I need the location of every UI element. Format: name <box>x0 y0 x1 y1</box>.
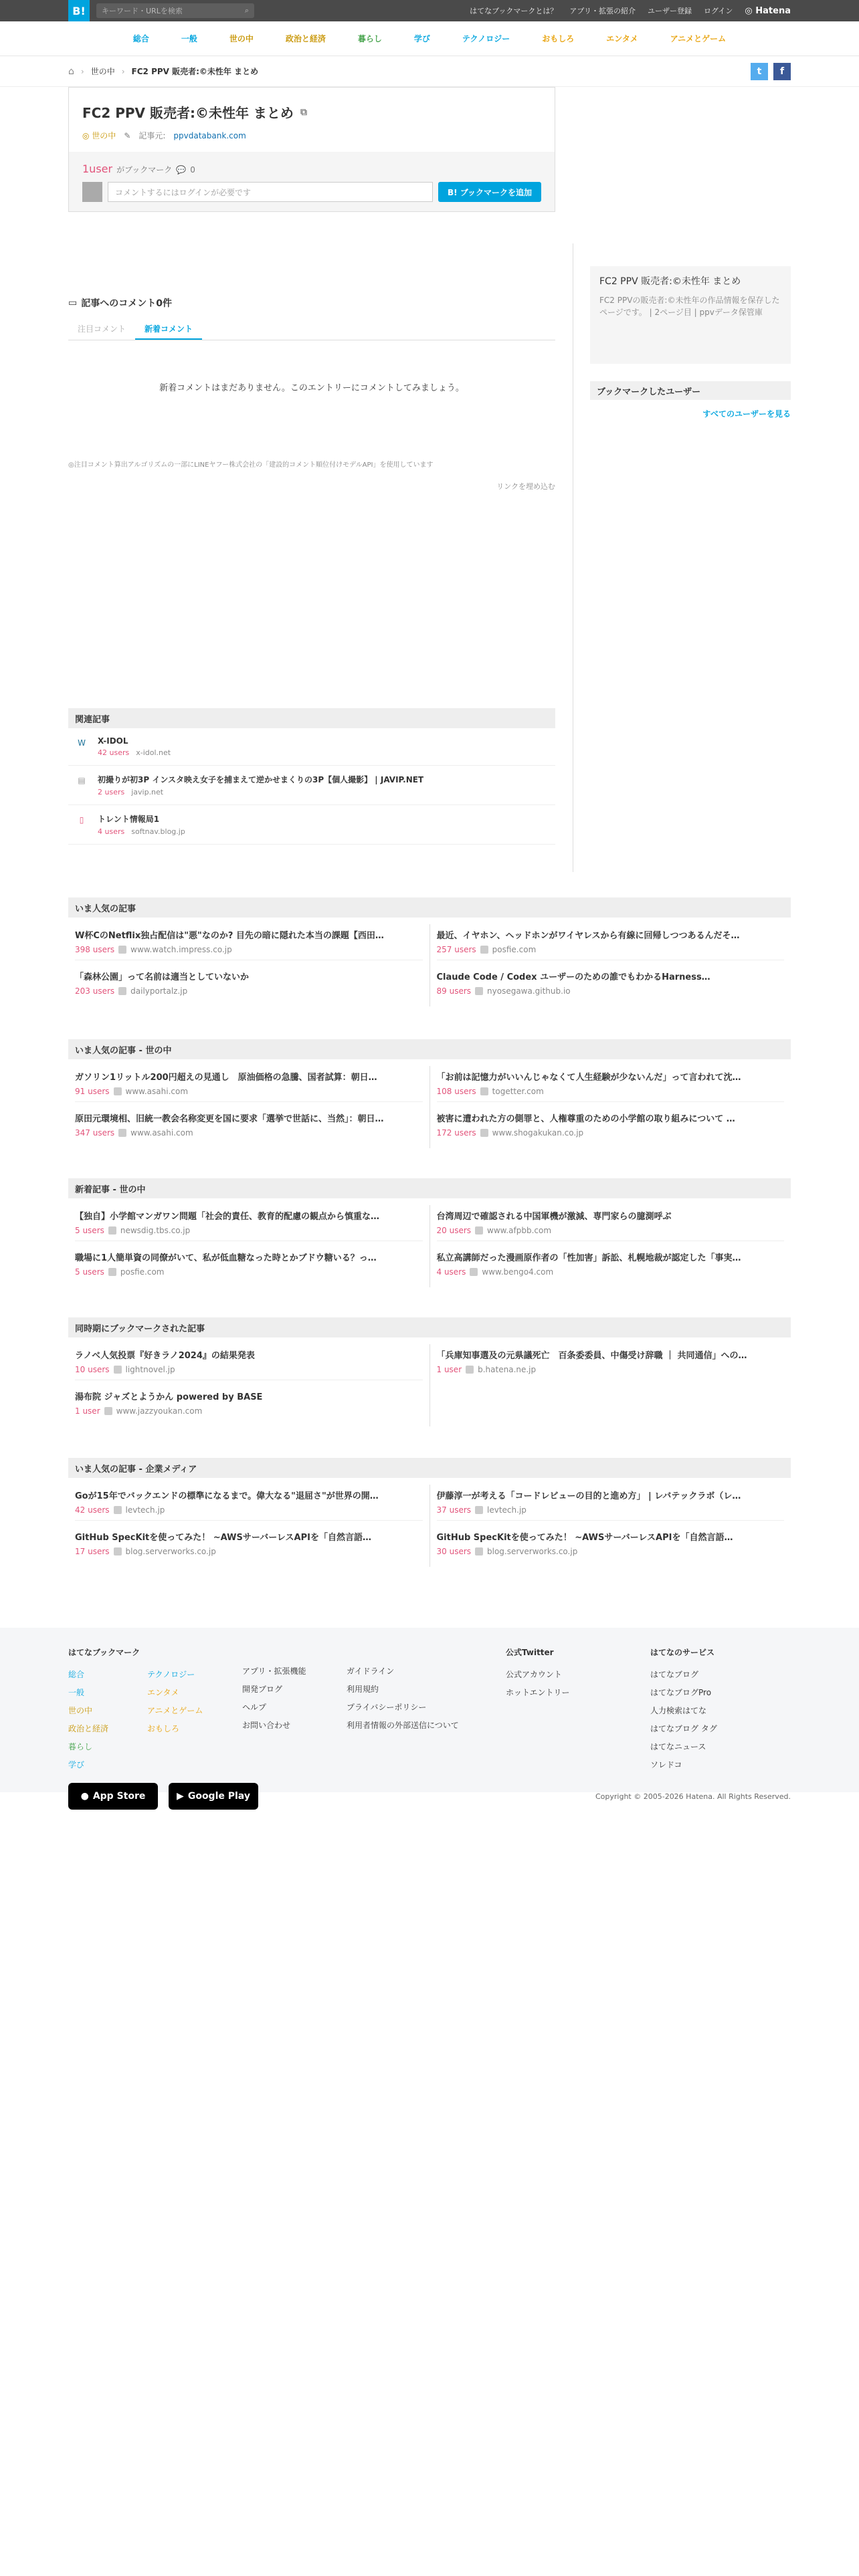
article-title[interactable]: ガソリン1リットル200円超えの見通し 原油価格の急騰、国者試算：朝日… <box>75 1073 377 1083</box>
entry-meta <box>82 130 541 141</box>
favicon-icon <box>104 1407 112 1415</box>
category-tab[interactable]: 暮らし <box>357 34 382 43</box>
article-item[interactable] <box>437 966 785 1001</box>
favicon-icon <box>114 1506 122 1514</box>
footer-link[interactable]: 総合 <box>68 1670 85 1679</box>
favicon-icon <box>114 1087 122 1095</box>
favicon-icon <box>475 1547 483 1555</box>
footer-link[interactable]: 学び <box>68 1760 85 1769</box>
article-title[interactable]: GitHub SpecKitを使ってみた！ ~AWSサーバーレスAPIを「自然言語… <box>75 1533 371 1543</box>
article-domain[interactable]: levtech.jp <box>125 1505 165 1515</box>
footer-link[interactable]: ホットエントリー <box>506 1688 570 1697</box>
category-tab[interactable]: 総合 <box>132 34 149 43</box>
article-domain[interactable]: dailyportalz.jp <box>130 986 188 996</box>
footer-link[interactable]: はてなブログ タグ <box>650 1724 717 1733</box>
article-section <box>68 1458 791 1567</box>
article-users[interactable]: 172 users <box>436 1128 476 1138</box>
google-play-badge[interactable] <box>169 1783 258 1810</box>
avatar <box>82 182 102 202</box>
section-column <box>68 1205 430 1287</box>
comment-icon: ▭ <box>68 298 78 308</box>
favicon-icon <box>118 987 126 995</box>
article-users[interactable]: 5 users <box>75 1267 104 1277</box>
category-tab[interactable]: アニメとゲーム <box>670 34 727 43</box>
footer-link[interactable]: 暮らし <box>68 1742 93 1751</box>
section-column <box>68 1344 430 1426</box>
article-users[interactable]: 398 users <box>75 945 115 954</box>
article-domain[interactable]: www.afpbb.com <box>487 1226 552 1235</box>
article-users[interactable]: 257 users <box>436 945 476 954</box>
related-item[interactable] <box>68 766 555 805</box>
article-item[interactable] <box>75 1247 423 1282</box>
category-tab[interactable]: エンタメ <box>606 34 638 43</box>
related-users[interactable]: 2 users <box>98 788 125 796</box>
article-title[interactable]: 被害に遭われた方の側罪と、人権尊重のための小学館の取り組みについて … <box>436 1114 735 1124</box>
article-section <box>68 1178 791 1287</box>
sidebar-entry-box <box>590 266 791 364</box>
sidebar-entry-title: FC2 PPV 販売者:©未性年 まとめ <box>599 276 741 287</box>
article-title[interactable]: Goが15年でバックエンドの標準になるまで。偉大なる"退屈さ"が世界の開… <box>75 1491 379 1501</box>
section-column <box>68 1485 430 1567</box>
article-users[interactable]: 30 users <box>436 1547 472 1556</box>
article-item[interactable] <box>75 1485 423 1521</box>
article-domain[interactable]: b.hatena.ne.jp <box>478 1365 537 1374</box>
article-domain[interactable]: www.jazzyoukan.com <box>116 1406 203 1416</box>
related-domain[interactable]: javip.net <box>131 788 164 796</box>
tab-popular-comments[interactable]: 注目コメント <box>78 324 126 334</box>
footer-link[interactable]: 政治と経済 <box>68 1724 109 1733</box>
footer-link[interactable]: はてなブログPro <box>650 1688 712 1697</box>
article-title[interactable]: W杯CのNetflix独占配信は"悪"なのか? 目先の暗に隠れた本当の課題【西田… <box>75 931 384 941</box>
footer-link[interactable]: 開発ブログ <box>242 1685 283 1694</box>
footer-link[interactable]: 世の中 <box>68 1706 93 1715</box>
breadcrumb-title: FC2 PPV 販売者:©未性年 まとめ <box>131 67 259 76</box>
favicon-icon <box>475 1226 483 1235</box>
chevron-right-icon: › <box>121 66 125 76</box>
footer-col-apps <box>242 1646 347 1777</box>
footer-link[interactable]: ガイドライン <box>347 1667 395 1676</box>
chevron-right-icon: › <box>80 66 84 76</box>
footer-link[interactable]: はてなブログ <box>650 1670 699 1679</box>
article-domain[interactable]: www.asahi.com <box>125 1087 189 1096</box>
related-item[interactable] <box>68 805 555 845</box>
bookmark-users-heading: ブックマークしたユーザー <box>590 381 791 400</box>
search-icon[interactable]: ⌕ <box>244 6 249 15</box>
comment-tabs <box>68 319 555 340</box>
article-title[interactable]: ラノベ人気投票『好きラノ2024』の結果発表 <box>75 1351 255 1361</box>
article-domain[interactable]: levtech.jp <box>487 1505 527 1515</box>
article-domain[interactable]: posfie.com <box>492 945 537 954</box>
article-item[interactable] <box>437 1205 785 1241</box>
comments-heading-text: 記事へのコメント0件 <box>81 298 172 309</box>
article-users[interactable]: 17 users <box>75 1547 110 1556</box>
related-section <box>68 708 555 845</box>
article-users[interactable]: 4 users <box>436 1267 466 1277</box>
article-item[interactable] <box>437 1107 785 1143</box>
embed-link[interactable]: リンクを埋め込む <box>496 482 555 491</box>
favicon-icon <box>114 1547 122 1555</box>
signup-link[interactable]: ユーザー登録 <box>647 7 692 15</box>
edit-icon[interactable]: ✎ <box>124 130 131 140</box>
favicon-icon <box>475 1506 483 1514</box>
all-users-link[interactable]: すべてのユーザーを見る <box>702 409 791 419</box>
article-title[interactable]: 「お前は記憶力がいいんじゃなくて人生経験が少ないんだ」って言われて沈… <box>436 1073 741 1083</box>
bookmark-area <box>69 152 555 211</box>
related-domain[interactable]: x-idol.net <box>136 748 171 757</box>
entry-category-text[interactable]: 世の中 <box>92 131 116 140</box>
related-heading: 関連記事 <box>68 708 555 728</box>
footer-link[interactable]: アプリ・拡張機能 <box>242 1667 306 1676</box>
footer-link[interactable]: ソレドコ <box>650 1760 682 1769</box>
section-heading: 同時期にブックマークされた記事 <box>68 1317 791 1337</box>
footer-heading: はてなブックマーク <box>68 1648 140 1657</box>
footer-link[interactable]: おもしろ <box>147 1724 180 1733</box>
category-tab[interactable]: おもしろ <box>542 34 575 43</box>
play-icon: ▶ <box>177 1791 184 1802</box>
bookmark-label: がブックマーク <box>116 165 173 175</box>
google-play-text: Google Play <box>187 1791 250 1802</box>
article-domain[interactable]: www.watch.impress.co.jp <box>130 945 232 954</box>
entry-title[interactable] <box>82 102 541 122</box>
article-item[interactable] <box>75 1344 423 1380</box>
entry-source-link[interactable]: ppvdatabank.com <box>173 130 246 140</box>
footer-heading: 公式Twitter <box>506 1648 554 1657</box>
article-domain[interactable]: blog.serverworks.co.jp <box>125 1547 216 1556</box>
section-column <box>430 1344 791 1426</box>
article-section <box>68 897 791 1006</box>
comment-input[interactable]: コメントするにはログインが必要です <box>108 182 433 202</box>
favicon-icon <box>480 1087 488 1095</box>
comments-note: ◎注目コメント算出アルゴリズムの一部にLINEヤフー株式会社の「建設的コメント順位付けモデルAPI」を使用しています <box>68 461 434 469</box>
favicon-icon <box>470 1268 478 1276</box>
favicon-icon <box>480 946 488 954</box>
article-title[interactable]: 「森林公園」って名前は適当としていないか <box>75 972 250 982</box>
article-title[interactable]: GitHub SpecKitを使ってみた！ ~AWSサーバーレスAPIを「自然言語… <box>436 1533 733 1543</box>
footer-link[interactable]: 利用者情報の外部送信について <box>347 1721 459 1730</box>
footer-link[interactable]: 人力検索はてな <box>650 1706 707 1715</box>
copyright: Copyright © 2005-2026 Hatena. All Rights Reserved. <box>595 1792 791 1801</box>
category-tab[interactable]: 一般 <box>181 34 197 43</box>
external-link-icon[interactable]: ⧉ <box>300 106 307 118</box>
comments-empty-message: 新着コメントはまだありません。このエントリーにコメントしてみましょう。 <box>159 383 464 393</box>
twitter-icon[interactable]: t <box>751 63 768 80</box>
share-buttons <box>751 63 791 80</box>
facebook-icon[interactable]: f <box>773 63 791 80</box>
article-item[interactable] <box>437 1066 785 1102</box>
main-column <box>68 87 555 845</box>
footer-link[interactable]: エンタメ <box>147 1688 179 1697</box>
favicon-icon <box>108 1226 116 1235</box>
search-box[interactable] <box>96 3 254 18</box>
section-column <box>430 1485 791 1567</box>
article-item[interactable] <box>75 924 423 960</box>
footer-link[interactable]: 一般 <box>68 1688 85 1697</box>
footer-link[interactable]: テクノロジー <box>147 1670 195 1679</box>
entry-title-text[interactable]: FC2 PPV 販売者:©未性年 まとめ <box>82 105 294 121</box>
breadcrumb-section[interactable]: 世の中 <box>90 67 115 76</box>
comment-icon: 💬 <box>176 165 187 175</box>
article-item[interactable] <box>75 1205 423 1241</box>
article-domain[interactable]: www.bengo4.com <box>482 1267 554 1277</box>
favicon-icon <box>118 1129 126 1137</box>
article-item[interactable] <box>75 1107 423 1143</box>
footer-link[interactable]: 公式アカウント <box>506 1670 562 1679</box>
article-domain[interactable]: posfie.com <box>120 1267 165 1277</box>
footer-link[interactable]: プライバシーポリシー <box>347 1703 427 1712</box>
footer-link[interactable]: お問い合わせ <box>242 1721 291 1730</box>
favicon-icon <box>108 1268 116 1276</box>
favicon-icon <box>118 946 126 954</box>
footer-col-services <box>650 1646 717 1777</box>
favicon-icon <box>466 1366 474 1374</box>
entry-category[interactable]: ◎ 世の中 <box>82 131 116 140</box>
section-heading: 新着記事 - 世の中 <box>68 1178 791 1198</box>
article-title[interactable]: 伊藤淳一が考える「コードレビューの目的と進め方」 | レバテックラボ（レ… <box>436 1491 741 1501</box>
related-title[interactable]: X-IDOL <box>98 736 128 746</box>
article-title[interactable]: 私立高講師だった漫画原作者の「性加害」訴訟、札幌地裁が認定した「事実… <box>436 1253 741 1263</box>
article-item[interactable] <box>75 1066 423 1102</box>
footer-col-bookmark <box>68 1646 242 1777</box>
article-domain[interactable]: lightnovel.jp <box>125 1365 175 1374</box>
article-section <box>68 1317 791 1426</box>
related-title[interactable]: 初撮りが初3P インスタ映え女子を捕まえて逆かせまくりの3P【個人撮影】 | JAVIP.NET <box>98 775 424 784</box>
article-domain[interactable]: www.asahi.com <box>130 1128 193 1138</box>
article-users[interactable]: 203 users <box>75 986 115 996</box>
article-users[interactable]: 89 users <box>436 986 472 996</box>
breadcrumb <box>0 56 859 87</box>
related-item[interactable] <box>68 728 555 766</box>
app-store-badge[interactable] <box>68 1783 158 1810</box>
article-item[interactable] <box>437 1247 785 1282</box>
section-column <box>430 924 791 1006</box>
section-column <box>430 1205 791 1287</box>
article-item[interactable] <box>75 1386 423 1421</box>
comment-count: 0 <box>190 165 195 175</box>
apps-link[interactable]: アプリ・拡張の紹介 <box>569 7 636 15</box>
footer-link[interactable]: はてなニュース <box>650 1742 706 1751</box>
tab-new-comments[interactable]: 新着コメント <box>135 319 202 340</box>
article-item[interactable] <box>75 966 423 1001</box>
section-column <box>68 1066 430 1148</box>
category-tab[interactable]: 世の中 <box>229 34 254 43</box>
related-title[interactable]: トレント情報局1 <box>98 815 160 824</box>
related-users[interactable]: 4 users <box>98 827 125 836</box>
article-title[interactable]: 湯布院 ジャズとようかん powered by BASE <box>75 1392 263 1402</box>
search-placeholder: キーワード・URLを検索 <box>102 7 183 15</box>
article-section <box>68 1039 791 1148</box>
related-users[interactable]: 42 users <box>98 748 130 757</box>
category-tab[interactable]: 学び <box>413 34 430 43</box>
footer <box>0 1628 859 1802</box>
footer-link[interactable]: 利用規約 <box>347 1685 379 1694</box>
section-column <box>430 1066 791 1148</box>
section-column <box>68 924 430 1006</box>
comments-section <box>68 296 555 492</box>
sidebar-entry-desc: FC2 PPVの販売者:©未性年の作品情報を保存したページです。 | 2ページ目 | ppvデータ保管庫 <box>599 296 780 317</box>
footer-link[interactable]: アニメとゲーム <box>147 1706 203 1715</box>
section-heading: いま人気の記事 <box>68 897 791 918</box>
article-title[interactable]: 職場に1人簡単資の同僚がいて、私が低血糖なった時とかブドウ糖いる？っ… <box>75 1253 377 1263</box>
entry-box <box>68 87 555 212</box>
top-bar <box>0 0 859 21</box>
hatena-bookmark-logo[interactable]: B! <box>68 0 90 21</box>
bookmark-count <box>82 163 541 175</box>
article-domain[interactable]: blog.serverworks.co.jp <box>487 1547 578 1556</box>
favicon-icon: W <box>78 738 86 748</box>
article-users[interactable]: 10 users <box>75 1365 110 1374</box>
article-domain[interactable]: togetter.com <box>492 1087 544 1096</box>
article-title[interactable]: 「兵庫知事選及の元県議死亡 百条委委員、中傷受け辞職 ｜ 共同通信」への… <box>436 1351 747 1361</box>
related-domain[interactable]: softnav.blog.jp <box>131 827 185 836</box>
sidebar <box>590 266 791 419</box>
category-tab[interactable]: 政治と経済 <box>285 34 326 43</box>
favicon-icon <box>114 1366 122 1374</box>
article-users[interactable]: 108 users <box>436 1087 476 1096</box>
favicon-icon: ▯ <box>79 815 84 825</box>
footer-link[interactable]: ヘルプ <box>242 1703 267 1712</box>
section-heading: いま人気の記事 - 世の中 <box>68 1039 791 1059</box>
home-icon[interactable]: ⌂ <box>68 66 74 77</box>
article-users[interactable]: 1 user <box>436 1365 462 1374</box>
source-label: 記事元: <box>138 131 166 140</box>
footer-heading: はてなのサービス <box>650 1648 715 1657</box>
article-item[interactable] <box>75 1526 423 1562</box>
favicon-icon <box>475 987 483 995</box>
article-title[interactable]: Claude Code / Codex ユーザーのための誰でもわかるHarness… <box>436 972 710 982</box>
top-nav <box>470 5 791 16</box>
apple-icon: ● <box>80 1791 89 1802</box>
favicon-icon: ▤ <box>78 776 86 785</box>
about-link[interactable]: はてなブックマークとは？ <box>470 7 558 15</box>
article-item[interactable] <box>437 1344 785 1380</box>
hatena-brand-text: Hatena <box>755 5 791 16</box>
hatena-brand[interactable]: ◎ Hatena <box>745 5 791 16</box>
category-nav <box>0 21 859 56</box>
article-title[interactable]: 原田元環境相、旧統一教会名称変更を国に要求「選挙で世話に、当然」：朝日… <box>75 1114 384 1124</box>
article-item[interactable] <box>437 924 785 960</box>
category-tab[interactable]: テクノロジー <box>462 34 510 43</box>
article-users[interactable]: 20 users <box>436 1226 472 1235</box>
article-domain[interactable]: newsdig.tbs.co.jp <box>120 1226 191 1235</box>
article-users[interactable]: 1 user <box>75 1406 100 1416</box>
section-heading: いま人気の記事 - 企業メディア <box>68 1458 791 1478</box>
article-title[interactable]: 最近、イヤホン、ヘッドホンがワイヤレスから有線に回帰しつつあるんだそ… <box>436 931 740 941</box>
app-store-text: App Store <box>92 1791 146 1802</box>
article-users[interactable]: 42 users <box>75 1505 110 1515</box>
comments-heading <box>68 296 555 310</box>
article-users[interactable]: 37 users <box>436 1505 472 1515</box>
footer-col-twitter <box>506 1646 650 1777</box>
article-item[interactable] <box>437 1526 785 1562</box>
article-title[interactable]: 【独自】小学館マンガワン問題「社会的責任、教育的配慮の観点から慎重な… <box>75 1212 380 1222</box>
login-link[interactable]: ログイン <box>703 7 733 15</box>
article-domain[interactable]: www.shogakukan.co.jp <box>492 1128 584 1138</box>
bookmark-users[interactable]: 1user <box>82 163 113 175</box>
footer-col-policy <box>347 1646 506 1777</box>
article-title[interactable]: 台湾周辺で確認される中国軍機が激減、専門家らの臆測呼ぶ <box>436 1212 672 1222</box>
app-badges <box>68 1783 258 1810</box>
article-users[interactable]: 91 users <box>75 1087 110 1096</box>
article-item[interactable] <box>437 1485 785 1521</box>
favicon-icon <box>480 1129 488 1137</box>
article-domain[interactable]: nyosegawa.github.io <box>487 986 571 996</box>
add-bookmark-button[interactable]: B! ブックマークを追加 <box>438 182 541 202</box>
article-users[interactable]: 347 users <box>75 1128 115 1138</box>
article-users[interactable]: 5 users <box>75 1226 104 1235</box>
